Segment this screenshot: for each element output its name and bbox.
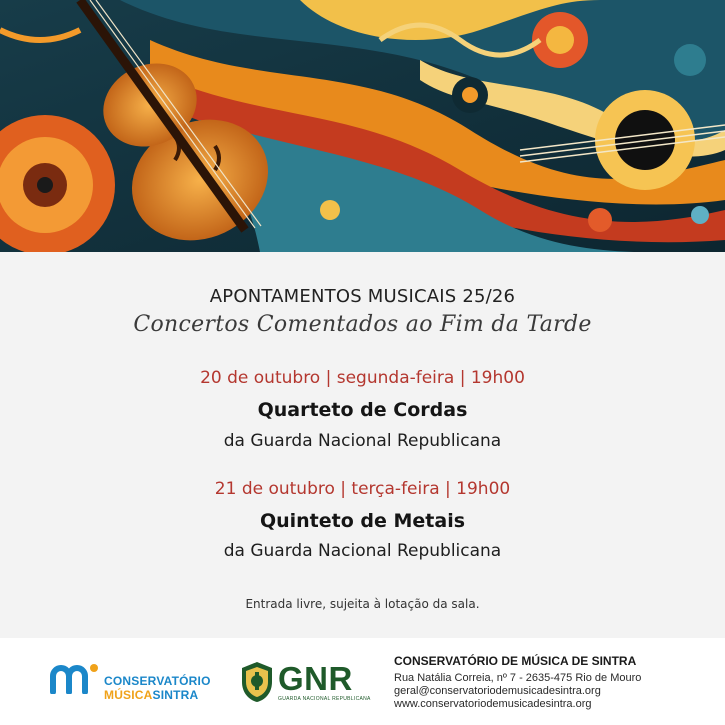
logo-word-musica: MÚSICA	[104, 688, 153, 702]
concert-1-date: 20 de outubro | segunda-feira | 19h00	[200, 368, 525, 388]
concert-1-name: Quarteto de Cordas	[257, 399, 468, 421]
contact-institution: CONSERVATÓRIO DE MÚSICA DE SINTRA	[394, 654, 637, 668]
concert-2-org: da Guarda Nacional Republicana	[223, 541, 502, 561]
contact-info	[394, 654, 714, 711]
admission-note: Entrada livre, sujeita à lotação da sala.	[245, 597, 480, 611]
conservatorio-logo-line1: CONSERVATÓRIO	[104, 674, 211, 688]
gnr-logo-text: GNR	[278, 660, 353, 697]
series-title: APONTAMENTOS MUSICAIS 25/26	[209, 286, 516, 307]
concert-2-date: 21 de outubro | terça-feira | 19h00	[214, 479, 511, 499]
banner-artwork	[0, 0, 725, 252]
logo-word-sintra: SINTRA	[152, 688, 199, 702]
conservatorio-logo	[50, 658, 225, 702]
event-info	[0, 252, 725, 638]
concert-1-org: da Guarda Nacional Republicana	[223, 431, 502, 451]
contact-address: Rua Natália Correia, nº 7 - 2635-475 Rio de Mouro	[394, 672, 642, 684]
concert-2-name: Quinteto de Metais	[259, 510, 466, 532]
footer	[0, 638, 725, 725]
gnr-crest-icon	[240, 660, 274, 704]
contact-website[interactable]: www.conservatoriodemusicadesintra.org	[394, 698, 592, 710]
gnr-logo	[240, 660, 370, 706]
abstract-music-illustration	[0, 0, 725, 252]
contact-email[interactable]: geral@conservatoriodemusicadesintra.org	[394, 685, 601, 697]
event-subtitle: Concertos Comentados ao Fim da Tarde	[133, 312, 592, 337]
conservatorio-m-icon	[50, 664, 100, 694]
conservatorio-logo-line2	[104, 688, 198, 702]
gnr-logo-subtext: GUARDA NACIONAL REPUBLICANA	[278, 696, 371, 702]
